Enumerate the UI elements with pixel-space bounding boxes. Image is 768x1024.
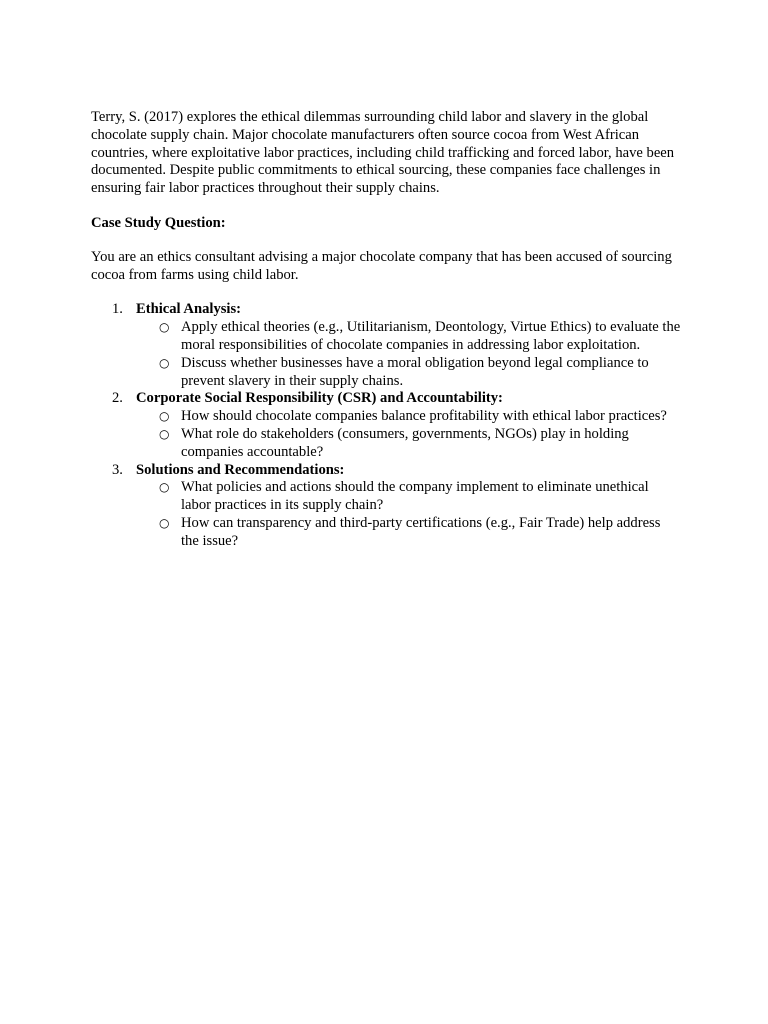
sub-question-text: How can transparency and third-party certifications (e.g., Fair Trade) help address the issue? <box>181 514 661 549</box>
question-number: 2. <box>112 390 123 407</box>
question-number: 1. <box>112 301 123 318</box>
sub-question-text: How should chocolate companies balance profitability with ethical labor practices? <box>181 408 667 425</box>
sub-question-text: Apply ethical theories (e.g., Utilitarianism, Deontology, Virtue Ethics) to evaluate the moral responsibilities of chocolate companies in addressing labor exploitation. <box>181 319 681 353</box>
intro-paragraph: Terry, S. (2017) explores the ethical dilemmas surrounding child labor and slavery in the global chocolate supply chain. Major chocolate manufacturers often source cocoa from West African countries, where exploitative labor practices, including child trafficking and forced labor, have been documented. Despite public commitments to ethical sourcing, these companies face challenges in ensuring fair labor practices throughout their supply chains. <box>91 109 675 197</box>
question-number: 3. <box>112 461 123 478</box>
prompt-paragraph: You are an ethics consultant advising a major chocolate company that has been accused of sourcing cocoa from farms using child labor. <box>91 248 672 283</box>
circle-bullet-icon: ○ <box>159 320 170 335</box>
sub-question-list <box>136 479 681 550</box>
sub-question-text: Discuss whether businesses have a moral obligation beyond legal compliance to prevent slavery in their supply chains. <box>181 354 649 389</box>
question-item <box>91 462 681 551</box>
circle-bullet-icon: ○ <box>159 409 170 424</box>
circle-bullet-icon: ○ <box>159 480 170 495</box>
sub-question-item <box>136 319 681 355</box>
question-title: Solutions and Recommendations: <box>136 461 345 478</box>
question-title: Ethical Analysis: <box>136 301 242 318</box>
question-list <box>91 301 681 550</box>
sub-question-item <box>136 479 681 515</box>
question-item <box>91 390 681 461</box>
sub-question-item <box>136 408 681 426</box>
sub-question-text: What policies and actions should the company implement to eliminate unethical labor practices in its supply chain? <box>181 479 649 514</box>
sub-question-item <box>136 355 681 391</box>
sub-question-text: What role do stakeholders (consumers, governments, NGOs) play in holding companies accountable? <box>181 425 629 460</box>
circle-bullet-icon: ○ <box>159 426 170 441</box>
circle-bullet-icon: ○ <box>159 355 170 370</box>
circle-bullet-icon: ○ <box>159 515 170 530</box>
question-title: Corporate Social Responsibility (CSR) and Accountability: <box>136 390 503 407</box>
sub-question-item <box>136 426 681 462</box>
sub-question-list <box>136 319 681 390</box>
case-study-heading: Case Study Question: <box>91 214 226 231</box>
document-page <box>91 109 681 551</box>
sub-question-item <box>136 515 681 551</box>
question-item <box>91 301 681 390</box>
sub-question-list <box>136 408 681 461</box>
